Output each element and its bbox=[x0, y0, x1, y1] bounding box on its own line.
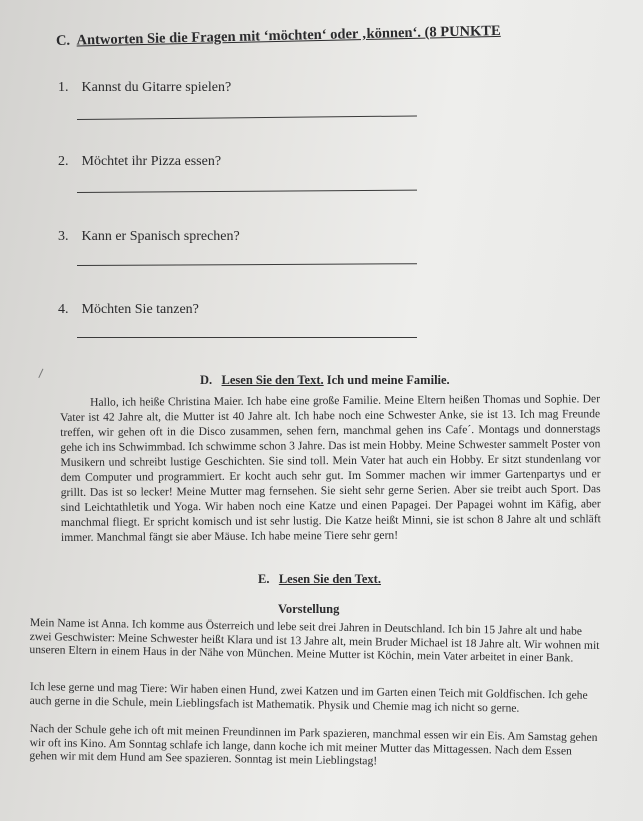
section-e-heading bbox=[258, 572, 381, 587]
section-d-heading bbox=[200, 373, 450, 388]
section-e-paragraph-1: Mein Name ist Anna. Ich komme aus Österreich und lebe seit drei Jahren in Deutschland. Ich bin 15 Jahre alt und habe zwei Geschwister: Meine Schwester heißt Klara und ist 13 Jahre alt, mein Bruder Michael ist 18 Jahre alt. Wir wohnen mit unseren Eltern in einem Haus in der Nähe von München. Meine Mutter ist Köchin, mein Vater arbeitet in einer Bank. bbox=[29, 616, 600, 665]
question-1 bbox=[58, 80, 231, 96]
section-c-label: C. bbox=[55, 32, 71, 49]
answer-line-1[interactable] bbox=[77, 115, 417, 120]
section-d-text: Hallo, ich heiße Christina Maier. Ich habe eine große Familie. Meine Eltern heißen Thomas und Sophie. Der Vater ist 42 Jahre alt, die Mutter ist 40 Jahre alt. Ich habe noch eine Schwester Anke, sie ist 13. Ich mag Freunde treffen, wir gehen oft in die Disco zusammen, sehen fern, manchmal gehen ins Cafe´. Montags und donnerstags gehe ich ins Schwimmbad. Ich schwimme schon 3 Jahre. Das ist mein Hobby. Meine Schwester sammelt Poster von Musikern und schreibt lustige Geschichten. Sie sind toll. Mein Vater hat auch ein Hobby. Er sitzt stundenlang vor dem Computer und programmiert. Er kocht auch sehr gut. Im Sommer machen wir immer Gartenpartys und er grillt. Das ist so lecker! Meine Mutter mag fernsehen. Sie sieht sehr gerne Serien. Aber sie treibt auch Sport. Das sind Leichtathletik und Yoga. Wir haben noch eine Katze und einen Papagei. Der Papagei wohnt im Käfig, aber manchmal fliegt. Er spricht komisch und ist sehr lustig. Die Katze heißt Minni, sie ist schon 8 Jahre alt und schläft immer. Manchmal fängt sie aber Mäuse. Ich habe meine Tiere sehr gern! bbox=[60, 392, 601, 544]
question-text: Kann er Spanisch sprechen? bbox=[81, 229, 240, 244]
question-number: 1. bbox=[58, 80, 69, 95]
section-e-paragraph-3: Nach der Schule gehe ich oft mit meinen Freundinnen im Park spazieren, manchmal essen wir ein Eis. Am Samstag gehen wir oft ins Kino. Am Sonntag schlafe ich lange, dann koche ich mit meiner Mutter das Mittagessen. Nach dem Essen gehen wir mit dem Hund am See spazieren. Sonntag ist mein Lieblingstag! bbox=[29, 722, 598, 768]
section-e-subtitle: Vorstellung bbox=[278, 602, 340, 616]
question-number: 4. bbox=[58, 302, 69, 317]
pencil-mark bbox=[38, 369, 50, 382]
answer-line-3[interactable] bbox=[77, 263, 417, 266]
answer-line-2[interactable] bbox=[77, 190, 417, 193]
question-number: 2. bbox=[58, 154, 69, 169]
question-text: Kannst du Gitarre spielen? bbox=[81, 80, 232, 95]
section-e-label: E. bbox=[258, 572, 270, 586]
section-c-heading bbox=[56, 23, 501, 50]
section-c-title: Antworten Sie die Fragen mit ‘möchten‘ oder ‚können‘. (8 PUNKTE bbox=[76, 22, 501, 49]
question-4 bbox=[58, 302, 199, 318]
question-2 bbox=[58, 154, 221, 170]
question-text: Möchten Sie tanzen? bbox=[81, 302, 199, 317]
section-d-title-underlined: Lesen Sie den Text. bbox=[221, 373, 324, 387]
answer-line-4[interactable] bbox=[77, 337, 417, 338]
section-e-title: Lesen Sie den Text. bbox=[278, 572, 381, 586]
question-3 bbox=[58, 229, 240, 245]
question-number: 3. bbox=[58, 229, 69, 244]
question-text: Möchtet ihr Pizza essen? bbox=[81, 154, 222, 169]
section-d-label: D. bbox=[200, 373, 213, 387]
section-e-paragraph-2: Ich lese gerne und mag Tiere: Wir haben einen Hund, zwei Katzen und im Garten einen Teich mit Goldfischen. Ich gehe auch gerne in die Schule, mein Lieblingsfach ist Mathematik. Physik und Chemie mag ich nicht so gerne. bbox=[29, 680, 588, 715]
section-d-title: Ich und meine Familie. bbox=[323, 373, 450, 387]
